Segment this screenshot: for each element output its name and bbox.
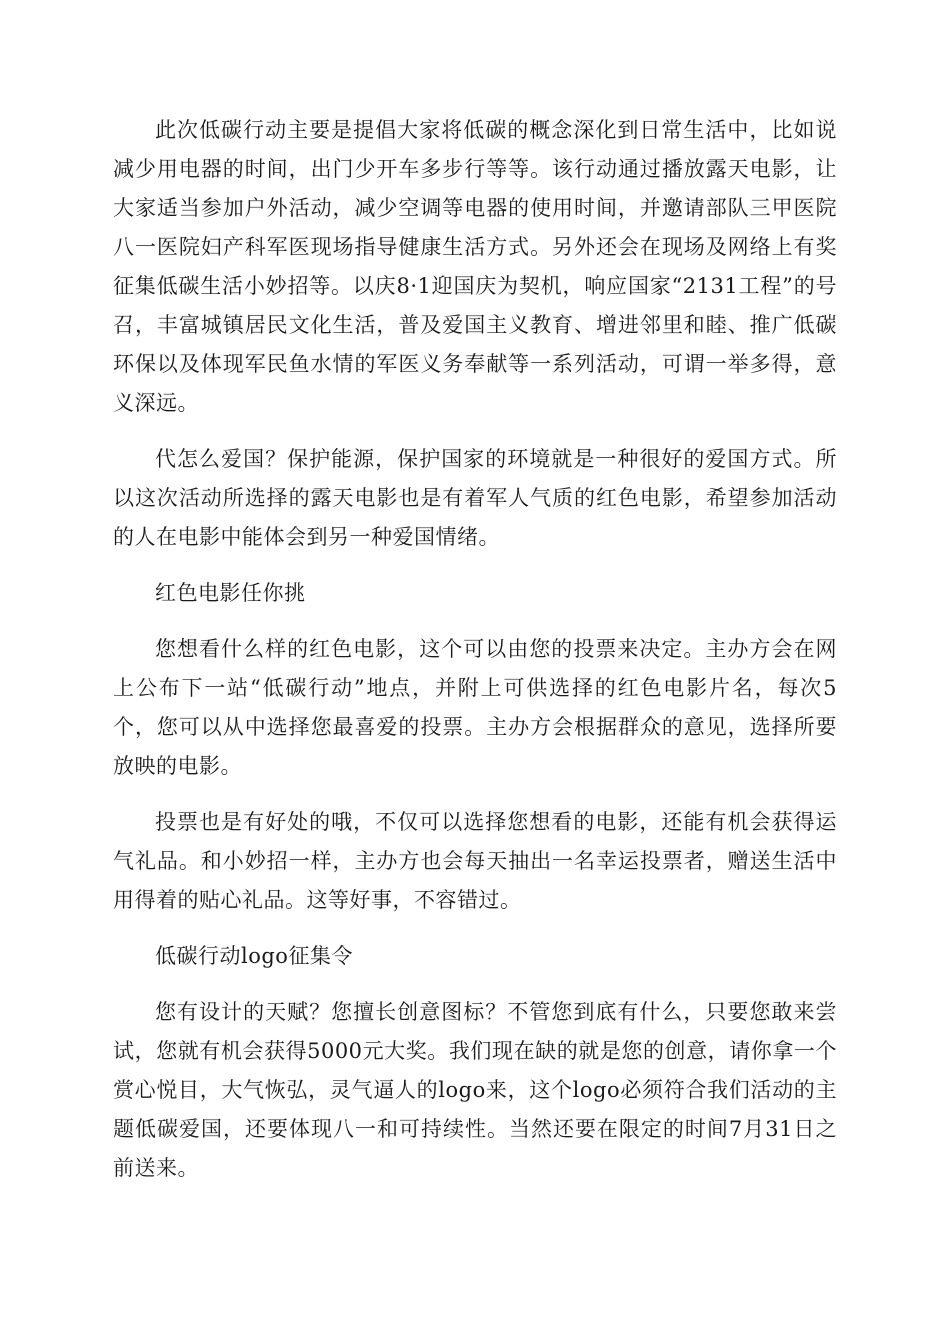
paragraph-logo-contest: 您有设计的天赋？您擅长创意图标？不管您到底有什么，只要您敢来尝试，您就有机会获得5000元大奖。我们现在缺的就是您的创意，请你拿一个赏心悦目，大气恢弘，灵气逼人的logo来，这个logo必须符合我们活动的主题低碳爱国，还要体现八一和可持续性。当然还要在限定的时间7月31日之前送来。 xyxy=(113,1000,837,1180)
paragraph-low-carbon-intro: 此次低碳行动主要是提倡大家将低碳的概念深化到日常生活中，比如说减少用电器的时间，出门少开车多步行等等。该行动通过播放露天电影，让大家适当参加户外活动，减少空调等电器的使用时间，并邀请部队三甲医院八一医院妇产科军医现场指导健康生活方式。另外还会在现场及网络上有奖征集低碳生活小妙招等。以庆8·1迎国庆为契机，响应国家“2131工程”的号召，丰富城镇居民文化生活，普及爱国主义教育、增进邻里和睦、推广低碳环保以及体现军民鱼水情的军医义务奉献等一系列活动，可谓一举多得，意义深远。 xyxy=(113,118,837,415)
paragraph-patriotism: 代怎么爱国？保护能源，保护国家的环境就是一种很好的爱国方式。所以这次活动所选择的露天电影也是有着军人气质的红色电影，希望参加活动的人在电影中能体会到另一种爱国情绪。 xyxy=(113,447,837,549)
paragraph-voting-gifts: 投票也是有好处的哦，不仅可以选择您想看的电影，还能有机会获得运气礼品。和小妙招一样，主办方也会每天抽出一名幸运投票者，赠送生活中用得着的贴心礼品。这等好事，不容错过。 xyxy=(113,810,837,912)
section-heading-red-movies: 红色电影任你挑 xyxy=(155,581,306,605)
section-heading-logo-contest: 低碳行动logo征集令 xyxy=(155,944,353,968)
paragraph-movie-voting: 您想看什么样的红色电影，这个可以由您的投票来决定。主办方会在网上公布下一站“低碳行动”地点，并附上可供选择的红色电影片名，每次5个，您可以从中选择您最喜爱的投票。主办方会根据群众的意见，选择所要放映的电影。 xyxy=(113,637,837,778)
document-body xyxy=(113,111,837,1205)
